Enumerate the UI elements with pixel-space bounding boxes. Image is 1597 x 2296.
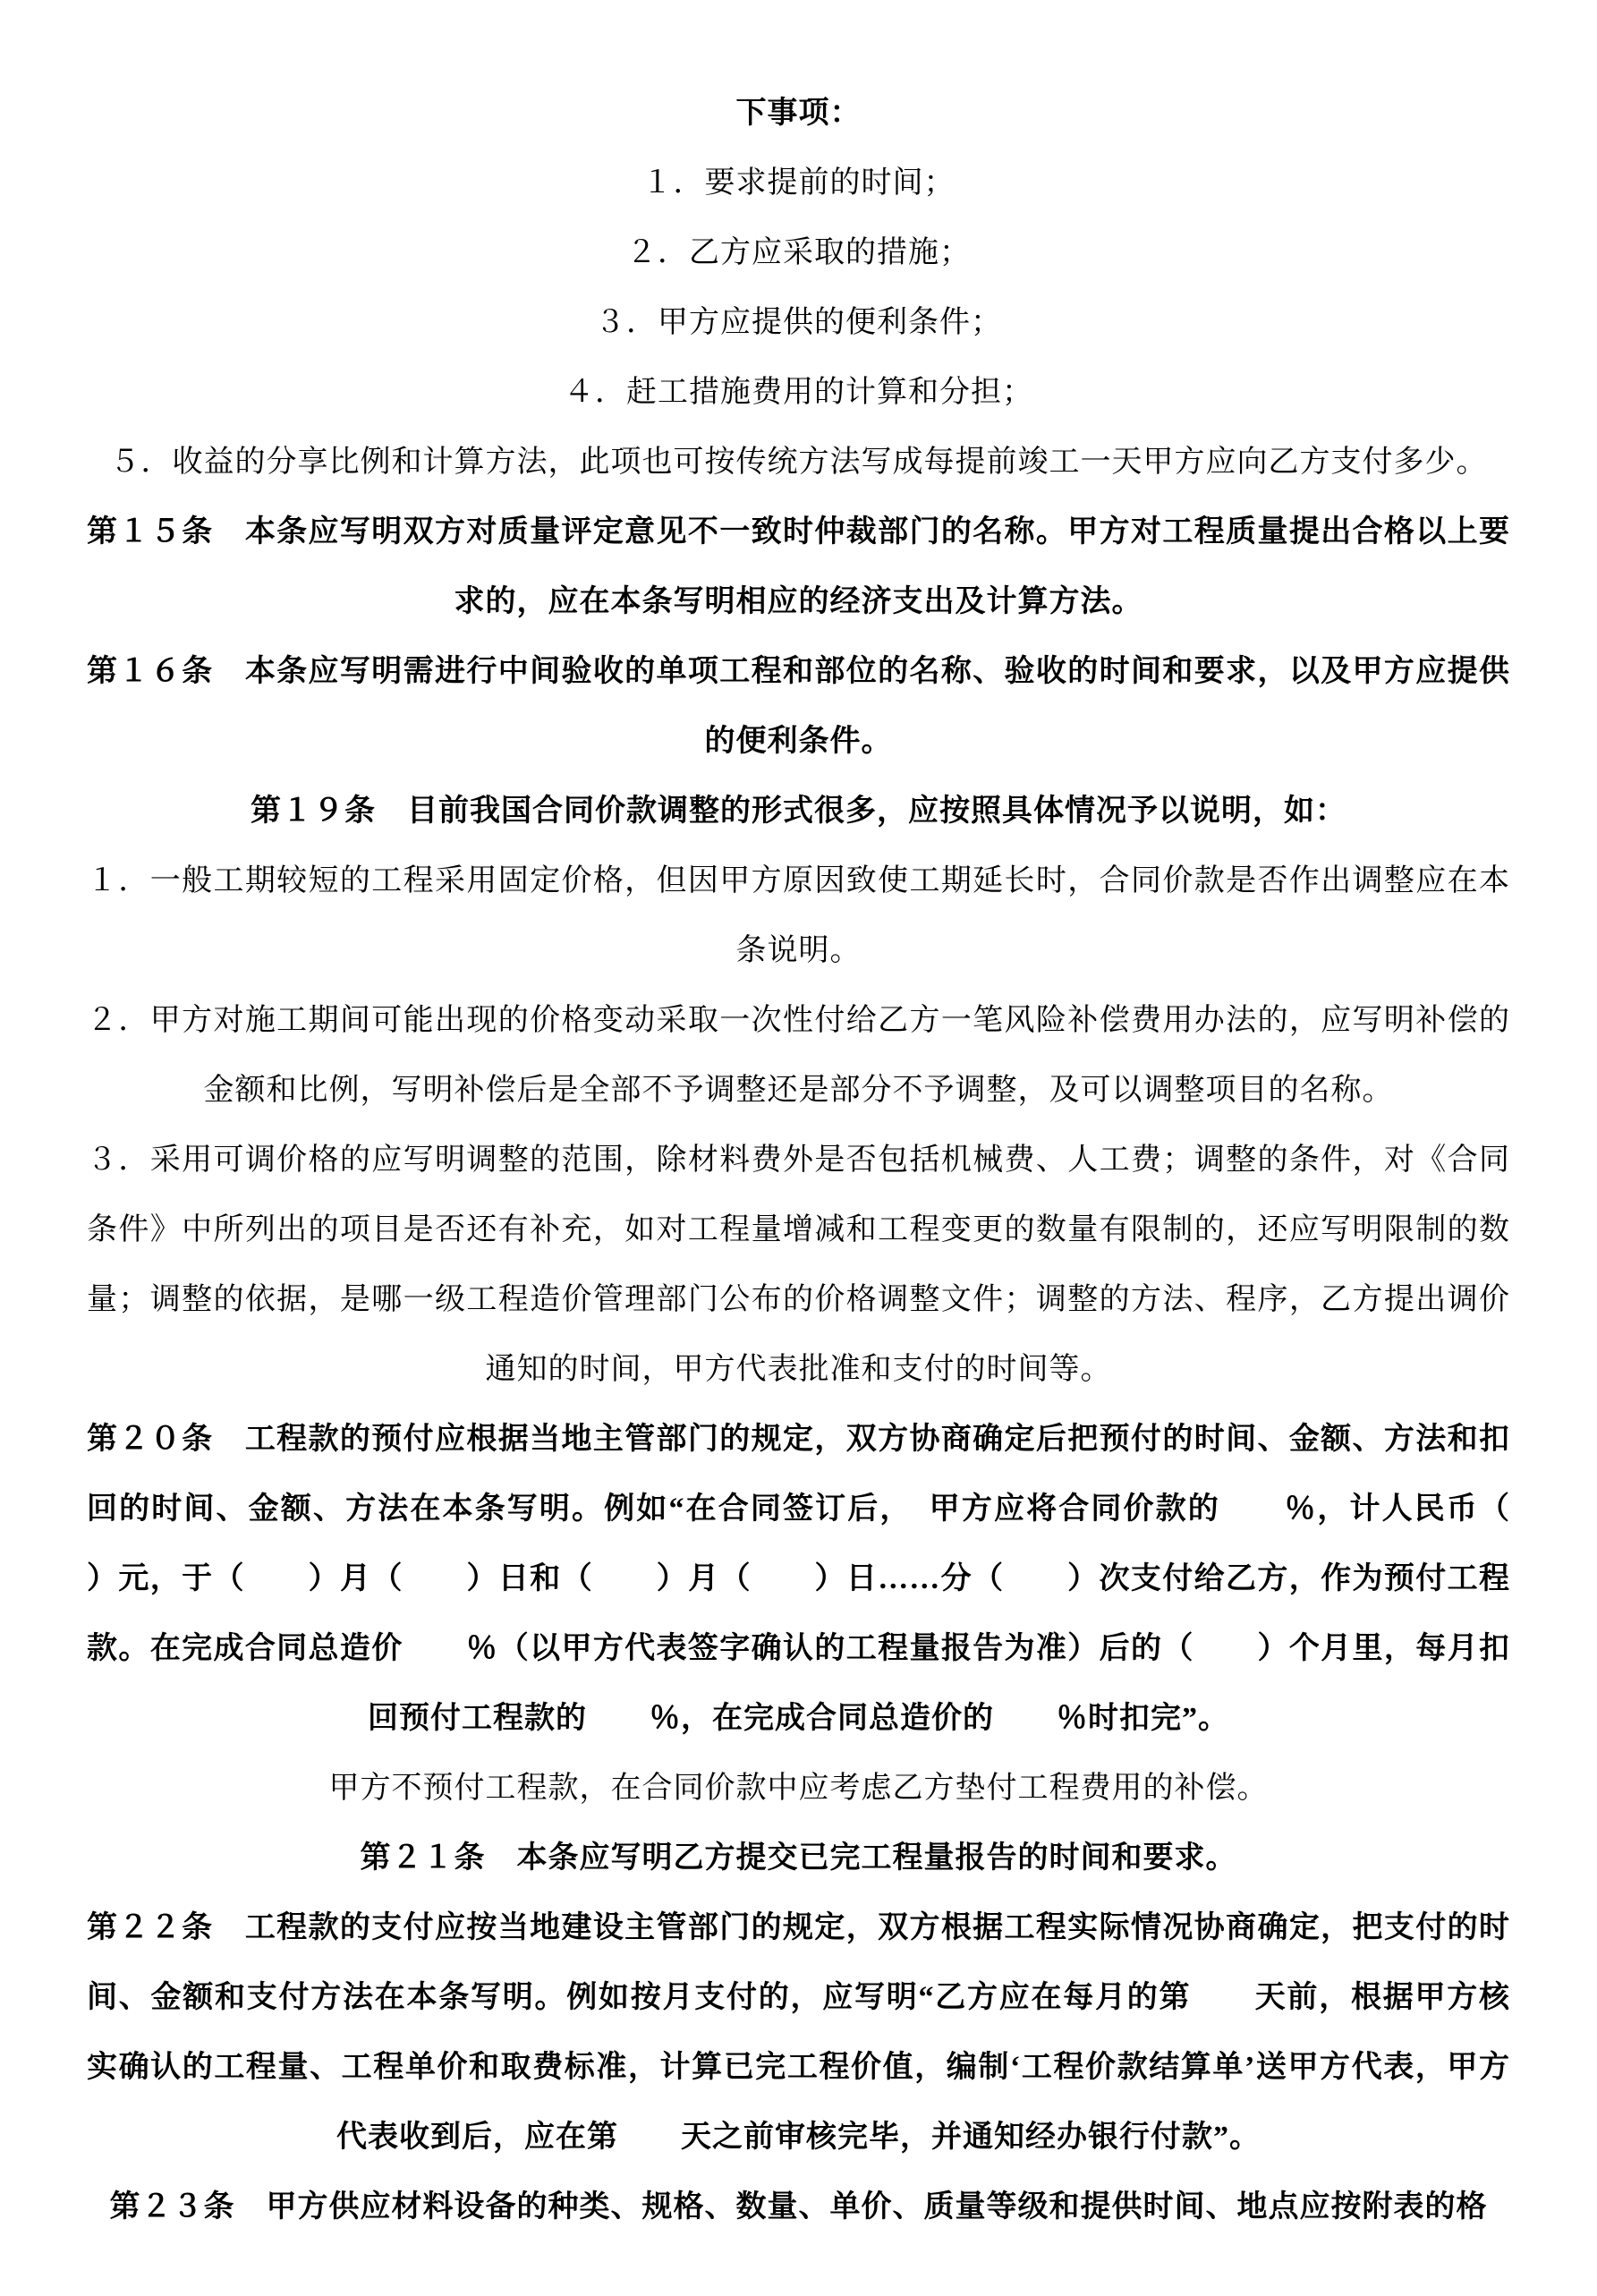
- list-item-5: ５．收益的分享比例和计算方法，此项也可按传统方法写成每提前竣工一天甲方应向乙方支付多少。: [109, 446, 1488, 479]
- clause-19: 第１９条 目前我国合同价款调整的形式很多，应按照具体情况予以说明，如：: [251, 795, 1346, 828]
- clause-19-note-3: ３．采用可调价格的应写明调整的范围，除材料费外是否包括机械费、人工费；调整的条件，对《合同条件》中所列出的项目是否还有补充，如对工程量增减和工程变更的数量有限制的，还应写明限制的数量；调整的依据，是哪一级工程造价管理部门公布的价格调整文件；调整的方法、程序，乙方提出调价通知的时间，甲方代表批准和支付的时间等。: [87, 1144, 1510, 1386]
- list-item-2: ２．乙方应采取的措施；: [626, 236, 971, 269]
- list-item-4: ４．赶工措施费用的计算和分担；: [564, 376, 1033, 409]
- clause-20: 第２０条 工程款的预付应根据当地主管部门的规定，双方协商确定后把预付的时间、金额、方法和扣回的时间、金额、方法在本条写明。例如“在合同签订后， 甲方应将合同价款的 ％，计人民币（ ）元，于（ ）月（ ）日和（ ）月（ ）日……分（ ）次支付给乙方，作为预付工程款。在完成合同总造价 ％（以甲方代表签字确认的工程量报告为准）后的（ ）个月里，每月扣回预付工程款的 ％，在完成合同总造价的 ％时扣完”。: [87, 1423, 1573, 1735]
- clause-16: 第１６条 本条应写明需进行中间验收的单项工程和部位的名称、验收的时间和要求，以及甲方应提供的便利条件。: [87, 655, 1510, 758]
- clause-19-note-2: ２．甲方对施工期间可能出现的价格变动采取一次性付给乙方一笔风险补偿费用办法的，应写明补偿的金额和比例，写明补偿后是全部不予调整还是部分不予调整，及可以调整项目的名称。: [87, 1004, 1510, 1107]
- clause-19-note-1: １．一般工期较短的工程采用固定价格，但因甲方原因致使工期延长时，合同价款是否作出调整应在本条说明。: [87, 864, 1510, 967]
- heading-continuation: 下事项：: [735, 97, 862, 130]
- list-item-1: １．要求提前的时间；: [641, 166, 956, 200]
- clause-21: 第２１条 本条应写明乙方提交已完工程量报告的时间和要求。: [360, 1841, 1237, 1875]
- clause-23: 第２３条 甲方供应材料设备的种类、规格、数量、单价、质量等级和提供时间、地点应按附表的格: [109, 2190, 1488, 2224]
- clause-22: 第２２条 工程款的支付应按当地建设主管部门的规定，双方根据工程实际情况协商确定，把支付的时间、金额和支付方法在本条写明。例如按月支付的，应写明“乙方应在每月的第 天前，根据甲方核实确认的工程量、工程单价和取费标准，计算已完工程价值，编制‘工程价款结算单’送甲方代表，甲方代表收到后，应在第 天之前审核完毕，并通知经办银行付款”。: [87, 1911, 1510, 2154]
- list-item-3: ３．甲方应提供的便利条件；: [595, 306, 1002, 339]
- clause-20-note: 甲方不预付工程款，在合同价款中应考虑乙方垫付工程费用的补偿。: [328, 1772, 1269, 1805]
- clause-15: 第１５条 本条应写明双方对质量评定意见不一致时仲裁部门的名称。甲方对工程质量提出合格以上要求的，应在本条写明相应的经济支出及计算方法。: [87, 515, 1510, 618]
